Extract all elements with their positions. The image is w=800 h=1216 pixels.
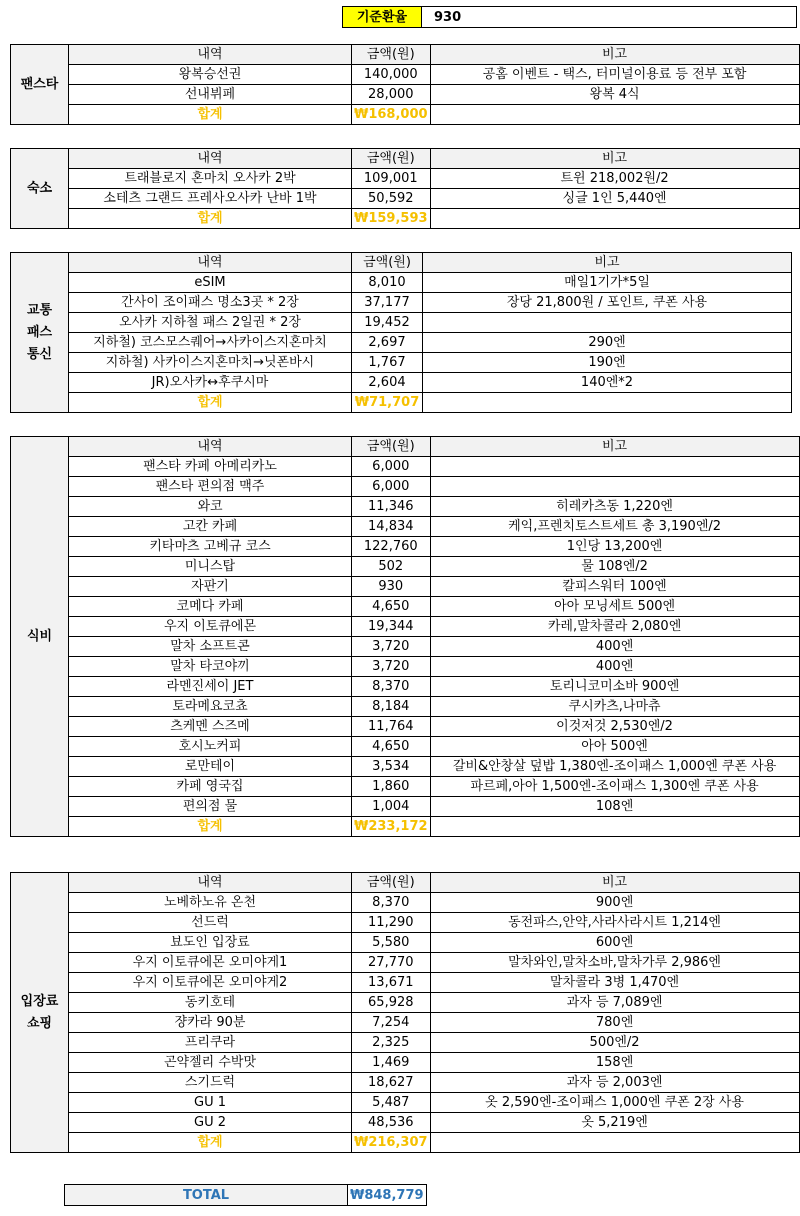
cell-amount: 11,290 (352, 913, 431, 933)
section-table (10, 872, 800, 1153)
cell-note: 말차콜라 3병 1,470엔 (430, 973, 799, 993)
table-row (11, 677, 800, 697)
cell-note: 400엔 (430, 657, 799, 677)
cell-amount: 28,000 (352, 85, 431, 105)
cell-item: 팬스타 카페 아메리카노 (69, 457, 352, 477)
table-row (11, 497, 800, 517)
header-amount: 금액(원) (352, 873, 431, 893)
table-row (11, 737, 800, 757)
cell-item: 미니스탑 (69, 557, 352, 577)
header-item: 내역 (69, 437, 352, 457)
cell-amount: 109,001 (352, 169, 431, 189)
cell-item: 말차 소프트콘 (69, 637, 352, 657)
header-amount: 금액(원) (352, 149, 431, 169)
cell-amount: 48,536 (352, 1113, 431, 1133)
cell-note: 108엔 (430, 797, 799, 817)
table-row (11, 1113, 800, 1133)
cell-note: 600엔 (430, 933, 799, 953)
cell-note: 400엔 (430, 637, 799, 657)
cell-amount: 140,000 (352, 65, 431, 85)
cell-note: 780엔 (430, 1013, 799, 1033)
cell-amount: 1,767 (352, 353, 423, 373)
cell-amount: 11,346 (352, 497, 431, 517)
table-row (11, 697, 800, 717)
table-row (11, 993, 800, 1013)
cell-note: 500엔/2 (430, 1033, 799, 1053)
cell-item: 노베하노유 온천 (69, 893, 352, 913)
cell-amount: 8,370 (352, 893, 431, 913)
cell-item: 소테츠 그랜드 프레사오사카 난바 1박 (69, 189, 352, 209)
cell-note: 싱글 1인 5,440엔 (430, 189, 799, 209)
exchange-rate-label: 기준환율 (343, 7, 422, 28)
total-label: 합계 (69, 105, 352, 125)
cell-amount: 3,720 (352, 657, 431, 677)
table-row (11, 933, 800, 953)
grand-total-value: ₩848,779 (348, 1185, 427, 1206)
cell-note: 히레카츠동 1,220엔 (430, 497, 799, 517)
cell-amount: 14,834 (352, 517, 431, 537)
cell-item: 츠케멘 스즈메 (69, 717, 352, 737)
cell-amount: 2,325 (352, 1033, 431, 1053)
table-row (11, 353, 792, 373)
cell-amount: 19,344 (352, 617, 431, 637)
cell-note: 물 108엔/2 (430, 557, 799, 577)
cell-note: 동전파스,안약,사라사라시트 1,214엔 (430, 913, 799, 933)
table-row (11, 973, 800, 993)
cell-amount: 1,004 (352, 797, 431, 817)
cell-item: 우지 이토큐에몬 오미야게2 (69, 973, 352, 993)
cell-item: 트래블로지 혼마치 오사카 2박 (69, 169, 352, 189)
table-row (11, 797, 800, 817)
cell-note: 칼피스워터 100엔 (430, 577, 799, 597)
cell-item: 스기드럭 (69, 1073, 352, 1093)
table-row (11, 617, 800, 637)
cell-item: 선드럭 (69, 913, 352, 933)
cell-item: 우지 이토큐에몬 오미야게1 (69, 953, 352, 973)
section-table (10, 436, 800, 837)
header-amount: 금액(원) (352, 253, 423, 273)
cell-item: 고칸 카페 (69, 517, 352, 537)
total-label: 합계 (69, 209, 352, 229)
cell-amount: 5,487 (352, 1093, 431, 1113)
cell-note: 과자 등 2,003엔 (430, 1073, 799, 1093)
total-label: 합계 (69, 1133, 352, 1153)
cell-item: 왕복승선권 (69, 65, 352, 85)
cell-amount: 5,580 (352, 933, 431, 953)
cell-item: 곤약젤리 수박맛 (69, 1053, 352, 1073)
cell-amount: 122,760 (352, 537, 431, 557)
total-row (11, 105, 800, 125)
cell-item: 간사이 조이패스 명소3곳 * 2장 (69, 293, 352, 313)
cell-amount: 2,697 (352, 333, 423, 353)
cell-note: 공홈 이벤트 - 택스, 터미널이용료 등 전부 포함 (430, 65, 799, 85)
cell-amount: 1,469 (352, 1053, 431, 1073)
total-row (11, 393, 792, 413)
table-row (11, 777, 800, 797)
cell-note: 과자 등 7,089엔 (430, 993, 799, 1013)
cell-item: 우지 이토큐에몬 (69, 617, 352, 637)
total-value: ₩216,307 (352, 1133, 431, 1153)
header-note: 비고 (430, 45, 799, 65)
cell-amount: 8,010 (352, 273, 423, 293)
total-note (430, 817, 799, 837)
cell-amount: 4,650 (352, 737, 431, 757)
cell-note: 파르페,아아 1,500엔-조이패스 1,300엔 쿠폰 사용 (430, 777, 799, 797)
table-row (11, 893, 800, 913)
exchange-rate-value: 930 (422, 7, 797, 28)
table-row (11, 597, 800, 617)
section-table (10, 148, 800, 229)
cell-item: GU 2 (69, 1113, 352, 1133)
header-amount: 금액(원) (352, 45, 431, 65)
cell-note (430, 477, 799, 497)
table-row (11, 169, 800, 189)
cell-item: 호시노커피 (69, 737, 352, 757)
total-value: ₩159,593 (352, 209, 431, 229)
table-row (11, 273, 792, 293)
cell-item: JR)오사카↔후쿠시마 (69, 373, 352, 393)
cell-amount: 2,604 (352, 373, 423, 393)
cell-note (430, 457, 799, 477)
total-value: ₩71,707 (352, 393, 423, 413)
total-label: 합계 (69, 817, 352, 837)
cell-note: 1인당 13,200엔 (430, 537, 799, 557)
cell-item: 키타마츠 고베규 코스 (69, 537, 352, 557)
table-row (11, 537, 800, 557)
cell-item: 뵤도인 입장료 (69, 933, 352, 953)
cell-note: 말차와인,말차소바,말차가루 2,986엔 (430, 953, 799, 973)
table-row (11, 65, 800, 85)
table-row (11, 577, 800, 597)
cell-note: 아아 모닝세트 500엔 (430, 597, 799, 617)
cell-item: 카페 영국집 (69, 777, 352, 797)
table-row (11, 457, 800, 477)
total-value: ₩168,000 (352, 105, 431, 125)
cell-note: 190엔 (423, 353, 792, 373)
table-row (11, 85, 800, 105)
header-note: 비고 (430, 437, 799, 457)
cell-note: 장당 21,800원 / 포인트, 쿠폰 사용 (423, 293, 792, 313)
table-row (11, 373, 792, 393)
cell-item: 로만테이 (69, 757, 352, 777)
cell-amount: 3,534 (352, 757, 431, 777)
table-row (11, 1033, 800, 1053)
table-row (11, 1093, 800, 1113)
total-note (423, 393, 792, 413)
table-row (11, 1053, 800, 1073)
cell-item: 말차 타코야끼 (69, 657, 352, 677)
exchange-rate-table (342, 6, 797, 28)
cell-note: 290엔 (423, 333, 792, 353)
cell-amount: 65,928 (352, 993, 431, 1013)
cell-item: 코메다 카페 (69, 597, 352, 617)
header-note: 비고 (430, 873, 799, 893)
cell-note: 900엔 (430, 893, 799, 913)
cell-item: 동키호테 (69, 993, 352, 1013)
table-row (11, 313, 792, 333)
cell-item: 자판기 (69, 577, 352, 597)
cell-amount: 7,254 (352, 1013, 431, 1033)
total-note (430, 1133, 799, 1153)
header-note: 비고 (423, 253, 792, 273)
cell-note (423, 313, 792, 333)
grand-total-table (64, 1184, 427, 1206)
table-row (11, 757, 800, 777)
total-note (430, 105, 799, 125)
table-row (11, 657, 800, 677)
cell-note: 140엔*2 (423, 373, 792, 393)
cell-note: 매일1기가*5일 (423, 273, 792, 293)
cell-amount: 502 (352, 557, 431, 577)
section-table (10, 44, 800, 125)
table-row (11, 1073, 800, 1093)
cell-amount: 13,671 (352, 973, 431, 993)
cell-item: 와코 (69, 497, 352, 517)
cell-amount: 8,370 (352, 677, 431, 697)
table-row (11, 953, 800, 973)
grand-total-label: TOTAL (65, 1185, 348, 1206)
cell-note: 이것저것 2,530엔/2 (430, 717, 799, 737)
cell-note: 옷 5,219엔 (430, 1113, 799, 1133)
section-table (10, 252, 792, 413)
cell-amount: 1,860 (352, 777, 431, 797)
cell-amount: 6,000 (352, 457, 431, 477)
header-amount: 금액(원) (352, 437, 431, 457)
table-row (11, 189, 800, 209)
cell-note: 왕복 4식 (430, 85, 799, 105)
cell-item: eSIM (69, 273, 352, 293)
cell-note: 트윈 218,002원/2 (430, 169, 799, 189)
section-category: 팬스타 (11, 45, 69, 125)
cell-amount: 50,592 (352, 189, 431, 209)
cell-amount: 18,627 (352, 1073, 431, 1093)
cell-note: 케익,프렌치토스트세트 총 3,190엔/2 (430, 517, 799, 537)
table-row (11, 477, 800, 497)
total-label: 합계 (69, 393, 352, 413)
cell-amount: 6,000 (352, 477, 431, 497)
table-row (11, 1013, 800, 1033)
cell-item: 프리쿠라 (69, 1033, 352, 1053)
cell-note: 158엔 (430, 1053, 799, 1073)
section-category: 식비 (11, 437, 69, 837)
section-category: 교통 패스 통신 (11, 253, 69, 413)
cell-amount: 8,184 (352, 697, 431, 717)
cell-item: 쟝카라 90분 (69, 1013, 352, 1033)
cell-item: GU 1 (69, 1093, 352, 1113)
total-row (11, 817, 800, 837)
table-row (11, 293, 792, 313)
header-item: 내역 (69, 253, 352, 273)
cell-amount: 4,650 (352, 597, 431, 617)
cell-note: 토리니코미소바 900엔 (430, 677, 799, 697)
cell-note: 카레,말차콜라 2,080엔 (430, 617, 799, 637)
cell-note: 쿠시카츠,나마츄 (430, 697, 799, 717)
section-category: 숙소 (11, 149, 69, 229)
table-row (11, 637, 800, 657)
cell-amount: 27,770 (352, 953, 431, 973)
total-value: ₩233,172 (352, 817, 431, 837)
cell-item: 라멘진세이 JET (69, 677, 352, 697)
cell-item: 지하철) 코스모스퀘어→사카이스지혼마치 (69, 333, 352, 353)
cell-amount: 11,764 (352, 717, 431, 737)
header-item: 내역 (69, 873, 352, 893)
cell-item: 토라메요코쵸 (69, 697, 352, 717)
total-row (11, 209, 800, 229)
cell-amount: 930 (352, 577, 431, 597)
table-row (11, 333, 792, 353)
header-note: 비고 (430, 149, 799, 169)
section-category: 입장료 쇼핑 (11, 873, 69, 1153)
cell-amount: 37,177 (352, 293, 423, 313)
table-row (11, 717, 800, 737)
header-item: 내역 (69, 45, 352, 65)
table-row (11, 557, 800, 577)
table-row (11, 517, 800, 537)
cell-note: 아아 500엔 (430, 737, 799, 757)
cell-note: 갈비&안창살 덮밥 1,380엔-조이패스 1,000엔 쿠폰 사용 (430, 757, 799, 777)
total-note (430, 209, 799, 229)
total-row (11, 1133, 800, 1153)
cell-item: 편의점 물 (69, 797, 352, 817)
cell-item: 지하철) 사카이스지혼마치→닛폰바시 (69, 353, 352, 373)
table-row (11, 913, 800, 933)
cell-amount: 3,720 (352, 637, 431, 657)
cell-amount: 19,452 (352, 313, 423, 333)
header-item: 내역 (69, 149, 352, 169)
cell-note: 옷 2,590엔-조이패스 1,000엔 쿠폰 2장 사용 (430, 1093, 799, 1113)
cell-item: 오사카 지하철 패스 2일권 * 2장 (69, 313, 352, 333)
cell-item: 팬스타 편의점 맥주 (69, 477, 352, 497)
cell-item: 선내뷔페 (69, 85, 352, 105)
